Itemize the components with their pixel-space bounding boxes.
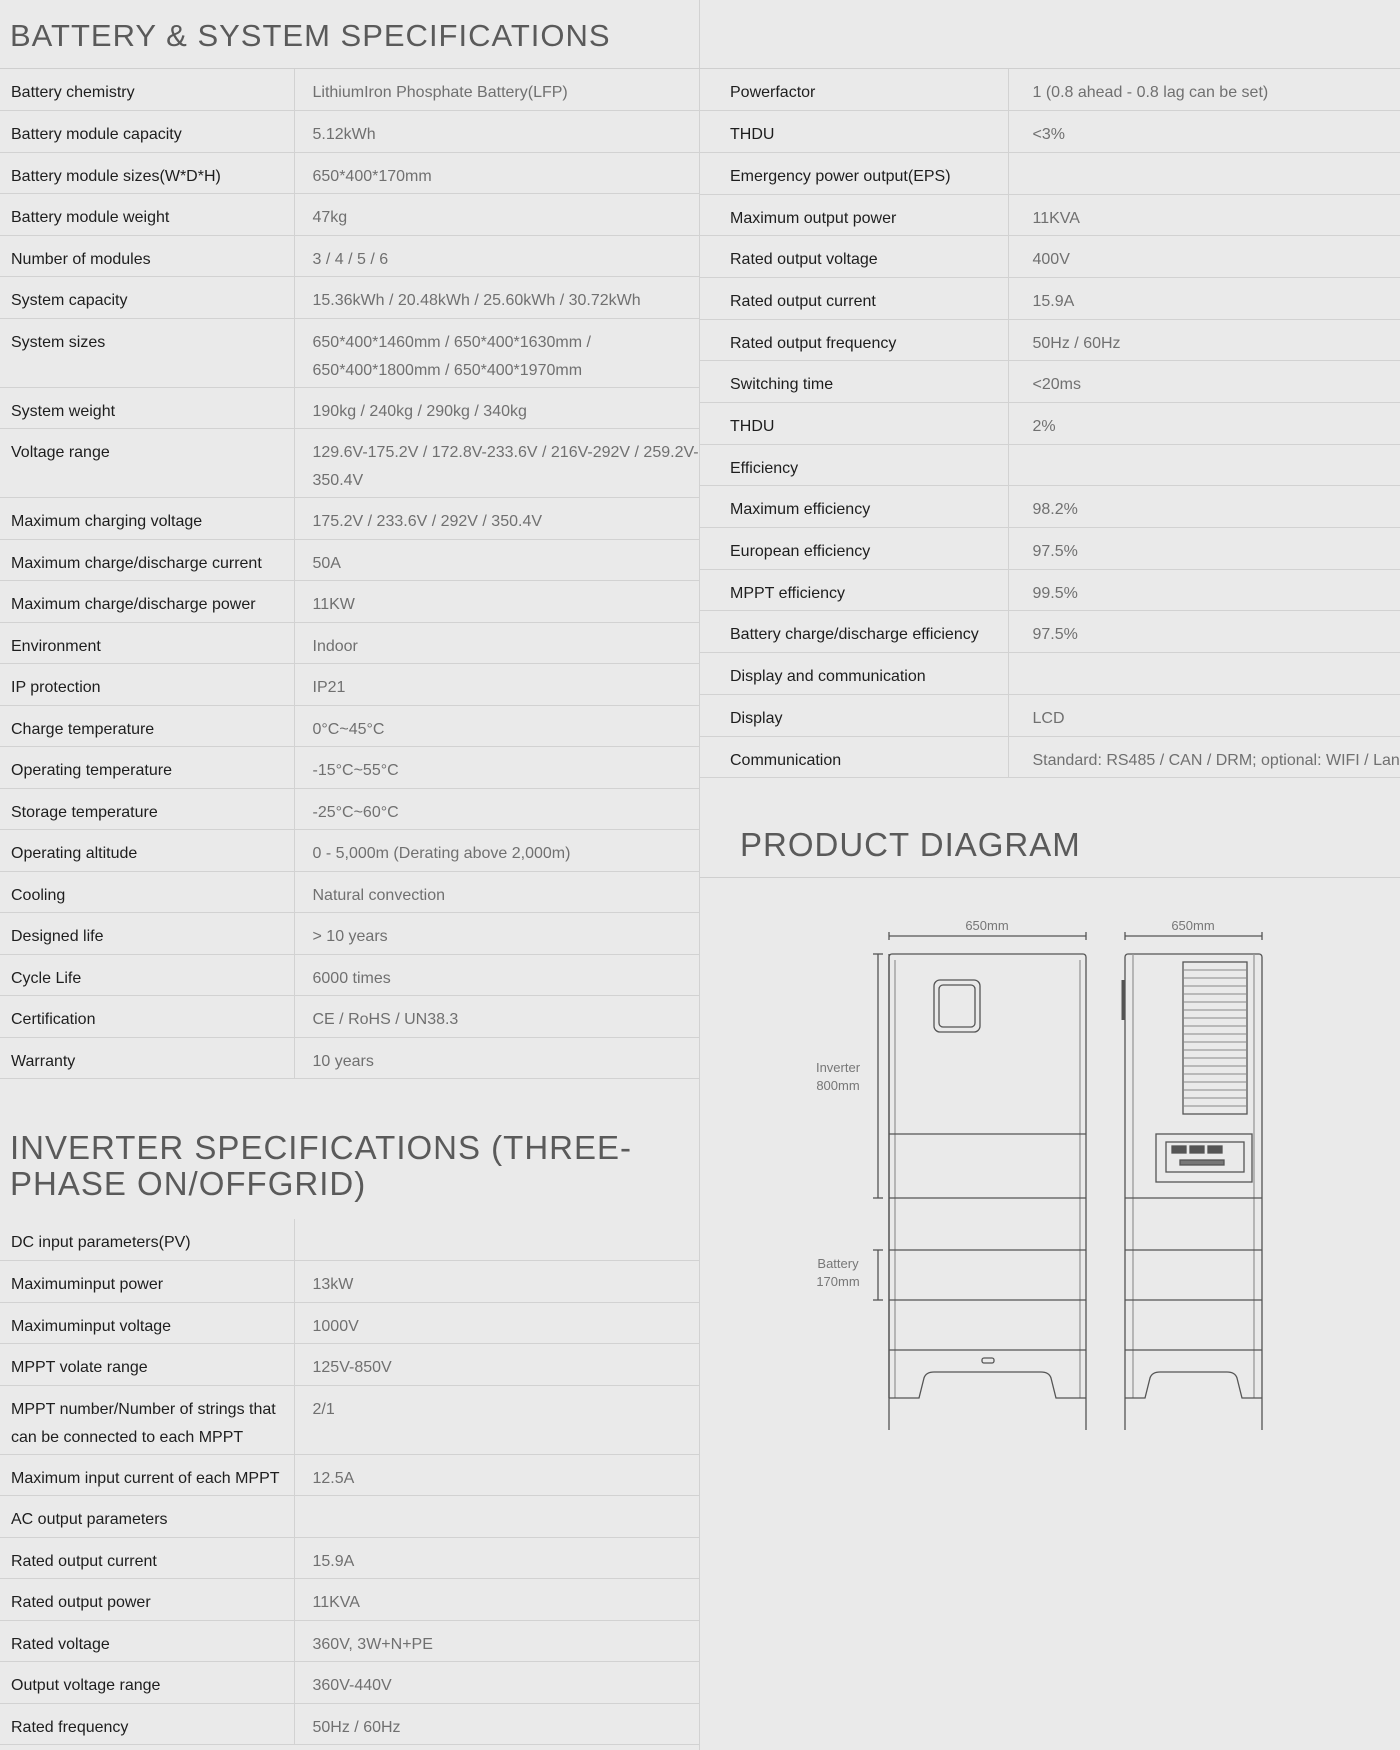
spec-value: 2/1 [294, 1385, 700, 1454]
spec-value [1008, 152, 1400, 194]
spec-label: Display [700, 694, 1008, 736]
spec-value: -25°C~60°C [294, 788, 700, 830]
spec-row [700, 319, 1400, 361]
spec-label: Warranty [0, 1037, 294, 1079]
spec-row [0, 1454, 700, 1496]
battery-section-title: BATTERY & SYSTEM SPECIFICATIONS [10, 18, 611, 53]
spec-value: <3% [1008, 111, 1400, 153]
spec-value: 47kg [294, 194, 700, 236]
spec-row [700, 736, 1400, 778]
spec-label: Output voltage range [0, 1662, 294, 1704]
spec-value: IP21 [294, 664, 700, 706]
spec-label: Efficiency [700, 444, 1008, 486]
spec-label: Rated output power [0, 1579, 294, 1621]
spec-label: IP protection [0, 664, 294, 706]
spec-label: System weight [0, 387, 294, 429]
spec-value: 98.2% [1008, 486, 1400, 528]
right-column [700, 0, 1400, 1750]
spec-label: Voltage range [0, 429, 294, 498]
side-cabinet [1125, 954, 1262, 1430]
spec-label: Maximum charging voltage [0, 498, 294, 540]
product-diagram [720, 910, 1380, 1430]
spec-label: Rated voltage [0, 1620, 294, 1662]
spec-label: Environment [0, 622, 294, 664]
spec-row [0, 152, 700, 194]
spec-value: 11KVA [294, 1579, 700, 1621]
spec-label: European efficiency [700, 528, 1008, 570]
spec-value: 175.2V / 233.6V / 292V / 350.4V [294, 498, 700, 540]
spec-row [0, 1037, 700, 1079]
spec-row [700, 403, 1400, 445]
spec-value: 2% [1008, 403, 1400, 445]
spec-row [0, 871, 700, 913]
spec-value: 400V [1008, 236, 1400, 278]
spec-value: 6000 times [294, 954, 700, 996]
spec-value: 15.9A [1008, 277, 1400, 319]
spec-label: System capacity [0, 277, 294, 319]
spec-row [0, 277, 700, 319]
spec-value: 650*400*170mm [294, 152, 700, 194]
spec-row [0, 664, 700, 706]
spec-row [0, 235, 700, 277]
spec-value: 0 - 5,000m (Derating above 2,000m) [294, 830, 700, 872]
spec-value: 360V, 3W+N+PE [294, 1620, 700, 1662]
spec-row [700, 152, 1400, 194]
spec-value: > 10 years [294, 913, 700, 955]
spec-value [1008, 653, 1400, 695]
spec-row [700, 194, 1400, 236]
spec-row [0, 1579, 700, 1621]
spec-row [0, 1496, 700, 1538]
spec-row [700, 111, 1400, 153]
spec-label: Battery module capacity [0, 111, 294, 153]
spec-label: Maximum efficiency [700, 486, 1008, 528]
spec-label: System sizes [0, 318, 294, 387]
product-diagram-drawing [720, 910, 1380, 1430]
spec-value: -15°C~55°C [294, 747, 700, 789]
lcd-display-frame [934, 980, 980, 1032]
spec-row [0, 622, 700, 664]
spec-value: 1 (0.8 ahead - 0.8 lag can be set) [1008, 69, 1400, 111]
spec-label: Rated output frequency [700, 319, 1008, 361]
spec-row [700, 236, 1400, 278]
spec-label: Maximum input current of each MPPT [0, 1454, 294, 1496]
spec-row [700, 611, 1400, 653]
spec-row [700, 569, 1400, 611]
spec-row [0, 913, 700, 955]
spec-value: 360V-440V [294, 1662, 700, 1704]
side-vent-grille [1183, 962, 1247, 1114]
inverter-height-label: 800mm [816, 1078, 860, 1093]
spec-label: AC output parameters [0, 1496, 294, 1538]
spec-label: Rated output current [700, 277, 1008, 319]
spec-value: 129.6V-175.2V / 172.8V-233.6V / 216V-292V / 259.2V-350.4V [294, 429, 700, 498]
spec-label: Number of modules [0, 235, 294, 277]
spec-label: Charge temperature [0, 705, 294, 747]
spec-value: Natural convection [294, 871, 700, 913]
spec-value: 0°C~45°C [294, 705, 700, 747]
spec-row [700, 444, 1400, 486]
spec-row [0, 1385, 700, 1454]
inverter-section-title: INVERTER SPECIFICATIONS (THREE-PHASE ON/OFFGRID) [10, 1129, 633, 1202]
spec-value: 11KVA [1008, 194, 1400, 236]
spec-label: Display and communication [700, 653, 1008, 695]
spec-label: Maximum output power [700, 194, 1008, 236]
spec-label: Emergency power output(EPS) [700, 152, 1008, 194]
spec-row [0, 705, 700, 747]
spec-value: 11KW [294, 581, 700, 623]
spec-value: 10 years [294, 1037, 700, 1079]
spec-row [700, 277, 1400, 319]
spec-row [0, 581, 700, 623]
spec-label: MPPT volate range [0, 1344, 294, 1386]
spec-value: 1000V [294, 1302, 700, 1344]
spec-row [0, 1703, 700, 1745]
spec-value: 50Hz / 60Hz [294, 1703, 700, 1745]
spec-value [1008, 444, 1400, 486]
spec-row [700, 361, 1400, 403]
spec-value: 15.36kWh / 20.48kWh / 25.60kWh / 30.72kWh [294, 277, 700, 319]
spec-row [0, 747, 700, 789]
spec-label: Designed life [0, 913, 294, 955]
spec-label: Cooling [0, 871, 294, 913]
spec-value: CE / RoHS / UN38.3 [294, 996, 700, 1038]
spec-row [700, 69, 1400, 111]
spec-label: Storage temperature [0, 788, 294, 830]
spec-row [700, 528, 1400, 570]
spec-row [700, 653, 1400, 695]
spec-label: Battery module weight [0, 194, 294, 236]
spec-value: Standard: RS485 / CAN / DRM; optional: WIFI / Lan [1008, 736, 1400, 778]
spec-value: <20ms [1008, 361, 1400, 403]
spec-value: 97.5% [1008, 611, 1400, 653]
spec-row [0, 1662, 700, 1704]
spec-label: Rated output voltage [700, 236, 1008, 278]
inverter-label: Inverter [815, 1060, 861, 1075]
spec-row [0, 996, 700, 1038]
spec-label: Switching time [700, 361, 1008, 403]
output-spec-table [700, 69, 1400, 778]
spec-row [0, 830, 700, 872]
spec-row [0, 1261, 700, 1303]
spec-value: 13kW [294, 1261, 700, 1303]
spec-value: 650*400*1460mm / 650*400*1630mm / 650*400*1800mm / 650*400*1970mm [294, 318, 700, 387]
spec-row [0, 429, 700, 498]
battery-height-label: 170mm [816, 1274, 860, 1289]
spec-value [294, 1219, 700, 1261]
spec-label: Operating altitude [0, 830, 294, 872]
side-terminal-panel [1156, 1134, 1252, 1182]
spec-value: 190kg / 240kg / 290kg / 340kg [294, 387, 700, 429]
inverter-spec-table [0, 1219, 700, 1745]
spec-label: Cycle Life [0, 954, 294, 996]
spec-row [0, 1302, 700, 1344]
title-divider [700, 877, 1400, 878]
spec-label: MPPT efficiency [700, 569, 1008, 611]
spec-value: LCD [1008, 694, 1400, 736]
spec-row [0, 498, 700, 540]
spec-row [700, 694, 1400, 736]
spec-label: MPPT number/Number of strings that can be connected to each MPPT [0, 1385, 294, 1454]
spec-label: Battery charge/discharge efficiency [700, 611, 1008, 653]
spec-label: Communication [700, 736, 1008, 778]
spec-row [0, 1620, 700, 1662]
spec-value: 97.5% [1008, 528, 1400, 570]
battery-spec-table [0, 69, 700, 1079]
front-width-label: 650mm [965, 918, 1009, 933]
spec-label: Powerfactor [700, 69, 1008, 111]
spec-row [0, 954, 700, 996]
spec-row [0, 194, 700, 236]
spec-label: Maximuminput power [0, 1261, 294, 1303]
spec-label: THDU [700, 403, 1008, 445]
spec-row [0, 387, 700, 429]
spec-value: LithiumIron Phosphate Battery(LFP) [294, 69, 700, 111]
diagram-section-title: PRODUCT DIAGRAM [740, 826, 1081, 863]
spec-label: Maximuminput voltage [0, 1302, 294, 1344]
spec-label: Battery chemistry [0, 69, 294, 111]
spec-value: 15.9A [294, 1537, 700, 1579]
spec-label: Certification [0, 996, 294, 1038]
battery-label: Battery [817, 1256, 859, 1271]
spec-row [0, 69, 700, 111]
spec-row [0, 318, 700, 387]
spec-row [0, 1219, 700, 1261]
spec-value: 3 / 4 / 5 / 6 [294, 235, 700, 277]
spec-row [700, 486, 1400, 528]
spec-value: 50A [294, 539, 700, 581]
spec-value: Indoor [294, 622, 700, 664]
spec-row [0, 1537, 700, 1579]
spec-label: THDU [700, 111, 1008, 153]
spec-row [0, 1344, 700, 1386]
spec-row [0, 539, 700, 581]
spec-label: DC input parameters(PV) [0, 1219, 294, 1261]
spec-label: Battery module sizes(W*D*H) [0, 152, 294, 194]
spec-label: Maximum charge/discharge current [0, 539, 294, 581]
spec-value [294, 1496, 700, 1538]
spec-row [0, 788, 700, 830]
spec-value: 99.5% [1008, 569, 1400, 611]
spec-row [0, 111, 700, 153]
spec-label: Operating temperature [0, 747, 294, 789]
spec-value: 5.12kWh [294, 111, 700, 153]
side-width-label: 650mm [1171, 918, 1215, 933]
spec-value: 125V-850V [294, 1344, 700, 1386]
spec-label: Rated frequency [0, 1703, 294, 1745]
spec-value: 12.5A [294, 1454, 700, 1496]
spec-value: 50Hz / 60Hz [1008, 319, 1400, 361]
spec-label: Maximum charge/discharge power [0, 581, 294, 623]
spec-label: Rated output current [0, 1537, 294, 1579]
